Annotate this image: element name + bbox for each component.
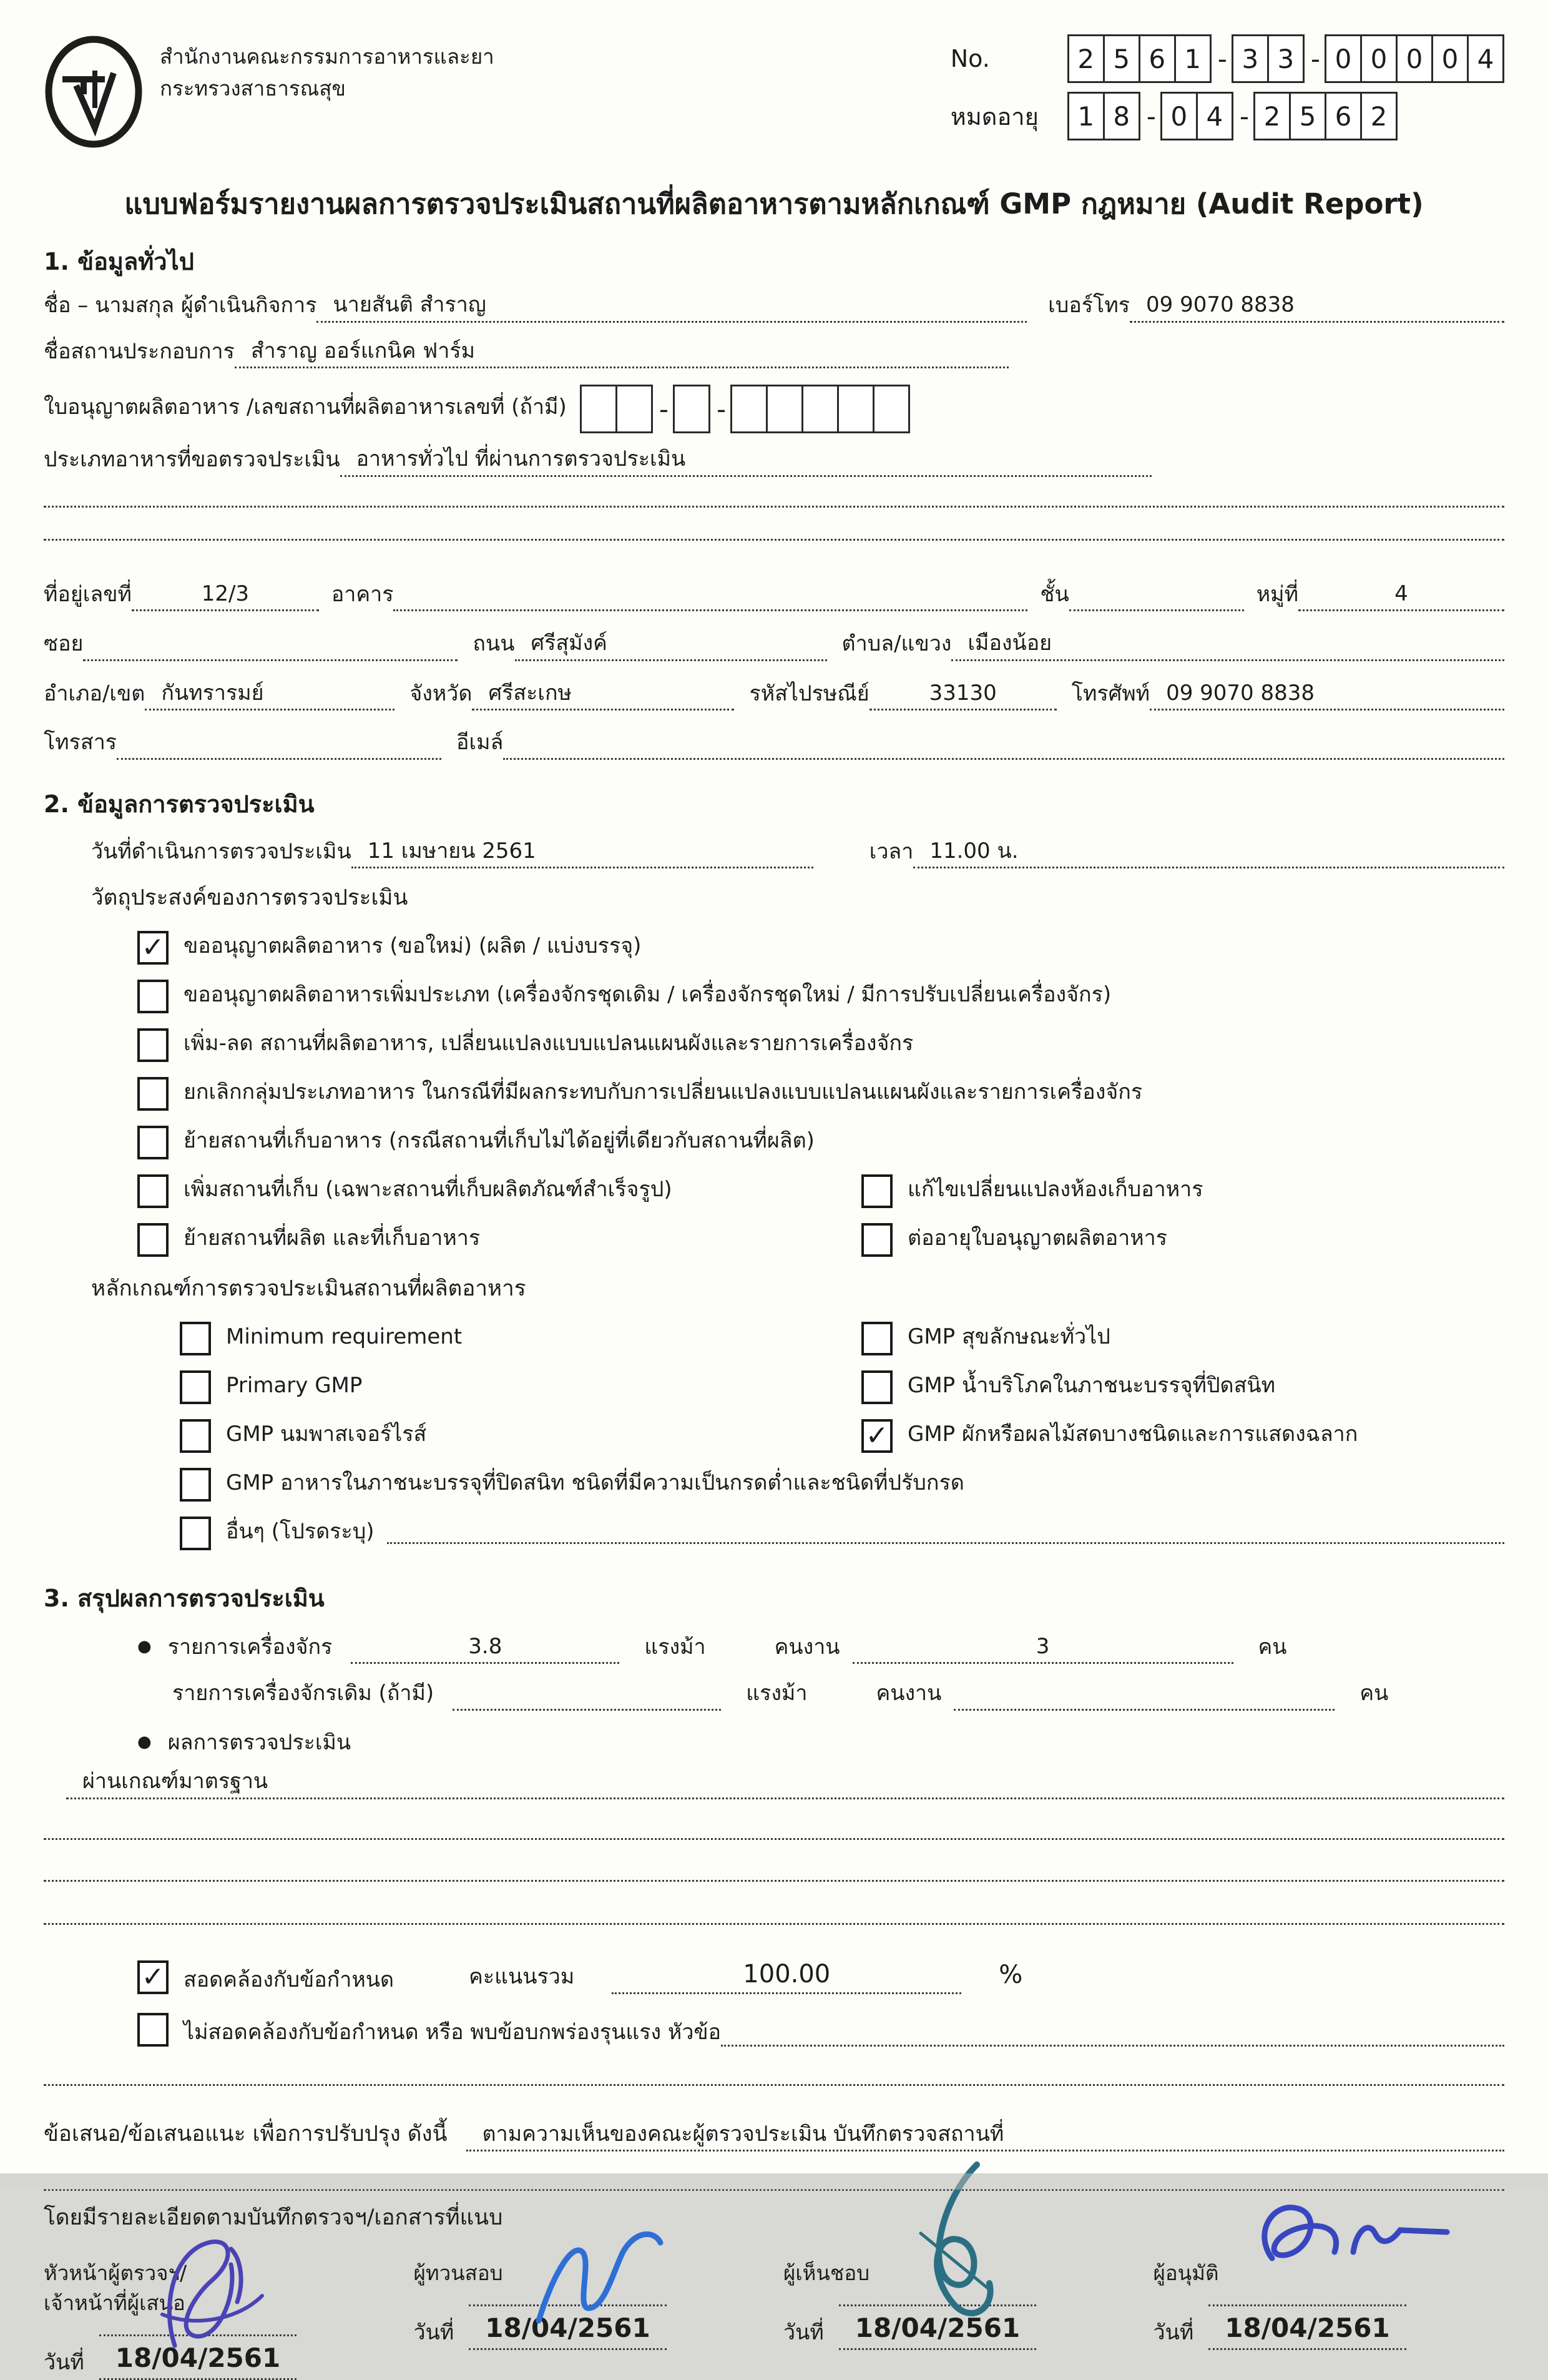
license-digit-cell[interactable] — [837, 385, 874, 433]
digit-cell[interactable]: 5 — [1103, 34, 1140, 83]
sign-date-value: 18/04/2561 — [839, 2304, 1036, 2350]
license-digit-cell[interactable] — [673, 385, 710, 433]
criteria-item — [180, 1468, 1504, 1502]
checkbox[interactable] — [861, 1174, 893, 1208]
expiry-row — [951, 92, 1504, 140]
signature-col-inspector — [44, 2258, 414, 2380]
telephone-label: โทรศัพท์ — [1071, 681, 1150, 706]
subdistrict-field[interactable]: เมืองน้อย — [951, 630, 1504, 661]
digit-cell[interactable]: 0 — [1396, 34, 1433, 83]
scanner-edge-artifact — [0, 2173, 1548, 2190]
suggestion-label: ข้อเสนอ/ข้อเสนอแนะ เพื่อการปรับปรุง ดังนี้ — [44, 2121, 448, 2146]
soi-field[interactable] — [83, 634, 458, 661]
audit-result-label: ● ผลการตรวจประเมิน — [137, 1729, 351, 1760]
digit-cell[interactable]: 3 — [1232, 34, 1269, 83]
criteria-label: GMP น้ำบริโภคในภาชนะบรรจุที่ปิดสนิท — [908, 1372, 1276, 1398]
telephone-field[interactable]: 09 9070 8838 — [1150, 680, 1504, 711]
digit-cell[interactable]: 3 — [1267, 34, 1305, 83]
noncomply-topic-field[interactable] — [721, 2019, 1504, 2047]
moo-field[interactable]: 4 — [1298, 581, 1504, 612]
signature-col-approver — [783, 2258, 1154, 2380]
criteria-label: Minimum requirement — [226, 1324, 463, 1349]
checkbox[interactable] — [861, 1370, 893, 1404]
building-label: อาคาร — [331, 581, 394, 607]
attachment-note: โดยมีรายละเอียดตามบันทึกตรวจฯ/เอกสารที่แนบ — [44, 2205, 503, 2231]
machine-hp-field[interactable]: 3.8 — [351, 1633, 619, 1665]
checkbox[interactable] — [137, 1126, 169, 1159]
criteria-item-pair — [180, 1322, 1504, 1355]
establishment-name-label: ชื่อสถานประกอบการ — [44, 338, 235, 364]
purpose-label: เพิ่มสถานที่เก็บ (เฉพาะสถานที่เก็บผลิตภัณฑ์สำเร็จรูป) — [184, 1176, 672, 1202]
purpose-item — [137, 1077, 1504, 1111]
dash-separator: - — [659, 393, 669, 425]
workers-count-field[interactable]: 3 — [853, 1633, 1233, 1665]
criteria-label: GMP อาหารในภาชนะบรรจุที่ปิดสนิท ชนิดที่มีความเป็นกรดต่ำและชนิดที่ปรับกรด — [226, 1470, 964, 1495]
workers-label: คนงาน — [774, 1634, 840, 1660]
signature-role2: เจ้าหน้าที่ผู้เสนอ — [44, 2290, 185, 2315]
signature-block — [44, 2258, 1504, 2380]
fax-label: โทรสาร — [44, 730, 117, 755]
criteria-other-field[interactable] — [387, 1517, 1504, 1544]
province-field[interactable]: ศรีสะเกษ — [472, 680, 734, 711]
dash-separator: - — [716, 393, 727, 425]
digit-cell[interactable]: 8 — [1103, 92, 1140, 140]
province-label: จังหวัด — [409, 681, 473, 706]
dash-separator: - — [1217, 43, 1227, 74]
checkbox[interactable] — [137, 1077, 169, 1111]
expiry-day-group — [1069, 92, 1140, 140]
comply-row — [137, 1959, 1504, 1994]
operator-name-label: ชื่อ – นามสกุล ผู้ดำเนินกิจการ — [44, 293, 317, 318]
document-number-block — [951, 34, 1504, 149]
checkbox[interactable] — [180, 1370, 211, 1404]
person-unit-label: คน — [1359, 1681, 1389, 1706]
doc-no-row — [951, 34, 1504, 83]
checkbox[interactable] — [137, 1174, 169, 1208]
audit-date-label: วันที่ดำเนินการตรวจประเมิน — [91, 838, 351, 864]
purpose-label: ขออนุญาตผลิตอาหารเพิ่มประเภท (เครื่องจักรชุดเดิม / เครื่องจักรชุดใหม่ / มีการปรับเปลี่ยนเครื่องจักร) — [184, 981, 1112, 1007]
building-field[interactable] — [393, 584, 1027, 611]
license-digit-cell[interactable] — [580, 385, 617, 433]
purpose-label: ย้ายสถานที่เก็บอาหาร (กรณีสถานที่เก็บไม่ได้อยู่ที่เดียวกับสถานที่ผลิต) — [184, 1128, 815, 1153]
license-digit-cell[interactable] — [615, 385, 653, 433]
digit-cell[interactable]: 0 — [1360, 34, 1398, 83]
checkbox-checked[interactable]: ✓ — [861, 1419, 893, 1453]
form-header — [44, 34, 1504, 152]
soi-label: ซอย — [44, 631, 84, 656]
machine-old-hp-field[interactable] — [453, 1683, 721, 1711]
person-unit-label: คน — [1258, 1634, 1287, 1660]
blank-line — [44, 1838, 1504, 1840]
dash-separator: - — [1310, 43, 1320, 74]
section2-heading: 2. ข้อมูลการตรวจประเมิน — [44, 790, 315, 818]
total-score-field[interactable]: 100.00 — [612, 1959, 961, 1994]
comply-label: สอดคล้องกับข้อกำหนด — [184, 1967, 394, 1993]
license-group-1 — [582, 385, 653, 433]
food-type-field[interactable]: อาหารทั่วไป ที่ผ่านการตรวจประเมิน — [340, 446, 1152, 477]
sign-date-value: 18/04/2561 — [1208, 2304, 1406, 2350]
food-type-label: ประเภทอาหารที่ขอตรวจประเมิน — [44, 447, 340, 472]
digit-cell[interactable]: 0 — [1431, 34, 1469, 83]
floor-field[interactable] — [1069, 584, 1244, 611]
operator-name-field[interactable]: นายสันติ สำราญ — [316, 292, 1027, 323]
checkbox[interactable] — [137, 980, 169, 1013]
criteria-label: GMP ผักหรือผลไม้สดบางชนิดและการแสดงฉลาก — [908, 1421, 1358, 1447]
expiry-label: หมดอายุ — [950, 102, 1039, 130]
digit-cell[interactable]: 2 — [1253, 92, 1291, 140]
subdistrict-label: ตำบล/แขวง — [841, 631, 952, 656]
purpose-item — [137, 980, 1504, 1013]
purpose-item — [137, 1126, 1504, 1159]
digit-cell[interactable]: 6 — [1139, 34, 1176, 83]
postcode-field[interactable]: 33130 — [870, 680, 1057, 711]
purpose-item — [137, 931, 1504, 965]
expiry-year-group — [1255, 92, 1398, 140]
audit-date-field[interactable]: 11 เมษายน 2561 — [351, 838, 813, 869]
digit-cell[interactable]: 1 — [1067, 92, 1105, 140]
fax-field[interactable] — [117, 732, 441, 760]
doc-no-group-year — [1069, 34, 1212, 83]
signature-role: ผู้เห็นชอบ — [783, 2261, 870, 2285]
noncomply-label: ไม่สอดคล้องกับข้อกำหนด หรือ พบข้อบกพร่องรุนแรง หัวข้อ — [184, 2020, 722, 2045]
checkbox[interactable] — [137, 1028, 169, 1062]
criteria-label: Primary GMP — [226, 1372, 363, 1398]
license-number-label: ใบอนุญาตผลิตอาหาร /เลขสถานที่ผลิตอาหารเลขที่ (ถ้ามี) — [44, 394, 567, 420]
suggestion-field[interactable]: ตามความเห็นของคณะผู้ตรวจประเมิน บันทึกตรวจสถานที่ — [466, 2121, 1504, 2152]
digit-cell[interactable]: 4 — [1467, 34, 1504, 83]
machine-list-label: ● รายการเครื่องจักร — [137, 1634, 332, 1665]
license-digit-cell[interactable] — [873, 385, 910, 433]
signature-role: หัวหน้าผู้ตรวจฯ/ — [44, 2261, 187, 2285]
percent-sign: % — [999, 1960, 1023, 1989]
digit-cell[interactable]: 0 — [1160, 92, 1198, 140]
checkbox[interactable] — [180, 1468, 211, 1502]
sign-date-label: วันที่ — [413, 2320, 454, 2346]
checkbox-checked[interactable]: ✓ — [137, 1960, 169, 1994]
sign-date-label: วันที่ — [1153, 2320, 1194, 2346]
signature-role: ผู้อนุมัติ — [1153, 2261, 1219, 2285]
fda-logo-icon — [44, 34, 144, 152]
digit-cell[interactable]: 2 — [1360, 92, 1398, 140]
sign-date-value: 18/04/2561 — [99, 2334, 296, 2380]
doc-no-label: No. — [950, 45, 990, 72]
blank-line — [44, 1923, 1504, 1925]
audit-result-field[interactable]: ผ่านเกณฑ์มาตรฐาน — [66, 1768, 1504, 1799]
address-no-field[interactable]: 12/3 — [132, 581, 319, 612]
criteria-heading: หลักเกณฑ์การตรวจประเมินสถานที่ผลิตอาหาร — [91, 1276, 526, 1301]
dash-separator: - — [1146, 101, 1156, 132]
doc-no-group-serial — [1326, 34, 1504, 83]
section3-heading: 3. สรุปผลการตรวจประเมิน — [44, 1584, 325, 1612]
audit-time-label: เวลา — [869, 838, 914, 864]
expiry-month-group — [1162, 92, 1233, 140]
license-digit-cell[interactable] — [801, 385, 839, 433]
form-title: แบบฟอร์มรายงานผลการตรวจประเมินสถานที่ผลิตอาหารตามหลักเกณฑ์ GMP กฎหมาย (Audit Report) — [124, 187, 1424, 220]
purpose-label: ต่ออายุใบอนุญาตผลิตอาหาร — [908, 1225, 1168, 1251]
checkbox[interactable] — [861, 1223, 893, 1257]
agency-name-line2: กระทรวงสาธารณสุข — [160, 76, 346, 101]
purpose-item — [137, 1028, 1504, 1062]
criteria-label: GMP นมพาสเจอร์ไรส์ — [226, 1421, 427, 1447]
digit-cell[interactable]: 6 — [1325, 92, 1362, 140]
purpose-label: ย้ายสถานที่ผลิต และที่เก็บอาหาร — [184, 1225, 481, 1251]
postcode-label: รหัสไปรษณีย์ — [749, 681, 870, 706]
signature-col-reviewer — [414, 2258, 784, 2380]
criteria-item-pair — [180, 1419, 1504, 1453]
phone-field[interactable]: 09 9070 8838 — [1130, 292, 1504, 323]
audit-time-field[interactable]: 11.00 น. — [913, 838, 1504, 869]
signature-role: ผู้ทวนสอบ — [413, 2261, 503, 2285]
checkbox[interactable] — [137, 1223, 169, 1257]
workers-old-count-field[interactable] — [954, 1683, 1335, 1711]
road-field[interactable]: ศรีสุมังค์ — [515, 630, 827, 661]
dash-separator: - — [1239, 101, 1249, 132]
sign-date-value: 18/04/2561 — [469, 2304, 666, 2350]
purpose-label: แก้ไขเปลี่ยนแปลงห้องเก็บอาหาร — [908, 1176, 1203, 1202]
machine-old-label: รายการเครื่องจักรเดิม (ถ้ามี) — [172, 1681, 434, 1706]
digit-cell[interactable]: 5 — [1289, 92, 1326, 140]
purpose-label: ยกเลิกกลุ่มประเภทอาหาร ในกรณีที่มีผลกระทบกับการเปลี่ยนแปลงแบบแปลนแผนผังและรายการเครื่องจักร — [184, 1079, 1143, 1104]
email-field[interactable] — [503, 732, 1504, 760]
doc-no-group-province — [1233, 34, 1305, 83]
establishment-name-field[interactable]: สำราญ ออร์แกนิค ฟาร์ม — [235, 338, 1009, 369]
sign-date-label: วันที่ — [44, 2350, 84, 2376]
license-digit-cell[interactable] — [766, 385, 803, 433]
hp-unit-label: แรงม้า — [746, 1681, 808, 1706]
floor-label: ชั้น — [1040, 581, 1069, 607]
signature-col-authorizer — [1154, 2258, 1505, 2380]
purpose-item-pair — [137, 1223, 1504, 1257]
email-label: อีเมล์ — [456, 730, 504, 755]
blank-line — [44, 506, 1504, 508]
digit-cell[interactable]: 4 — [1196, 92, 1233, 140]
total-score-label: คะแนนรวม — [469, 1964, 575, 1989]
checkbox-checked[interactable]: ✓ — [137, 931, 169, 965]
sign-date-label: วันที่ — [783, 2320, 824, 2346]
agency-name-line1: สำนักงานคณะกรรมการอาหารและยา — [160, 44, 494, 69]
license-group-3 — [732, 385, 910, 433]
authorizer-signature — [1235, 2183, 1459, 2308]
blank-line — [44, 539, 1504, 541]
hp-unit-label: แรงม้า — [644, 1634, 706, 1660]
purpose-heading: วัตถุประสงค์ของการตรวจประเมิน — [91, 885, 408, 910]
checkbox[interactable] — [137, 2013, 169, 2047]
phone-label: เบอร์โทร — [1048, 293, 1130, 318]
purpose-label: เพิ่ม-ลด สถานที่ผลิตอาหาร, เปลี่ยนแปลงแบบแปลนแผนผังและรายการเครื่องจักร — [184, 1030, 914, 1056]
address-no-label: ที่อยู่เลขที่ — [44, 581, 132, 607]
checkbox[interactable] — [180, 1419, 211, 1453]
purpose-item-pair — [137, 1174, 1504, 1208]
checkbox[interactable] — [180, 1517, 211, 1550]
license-group-2 — [675, 385, 710, 433]
district-label: อำเภอ/เขต — [44, 681, 145, 706]
checkbox[interactable] — [861, 1322, 893, 1355]
criteria-item — [180, 1517, 1504, 1550]
digit-cell[interactable]: 0 — [1325, 34, 1362, 83]
checkbox[interactable] — [180, 1322, 211, 1355]
road-label: ถนน — [473, 631, 515, 656]
license-digit-cell[interactable] — [730, 385, 768, 433]
moo-label: หมู่ที่ — [1256, 581, 1298, 607]
criteria-label: GMP สุขลักษณะทั่วไป — [908, 1324, 1110, 1349]
workers-label: คนงาน — [876, 1681, 942, 1706]
purpose-label: ขออนุญาตผลิตอาหาร (ขอใหม่) (ผลิต / แบ่งบรรจุ) — [184, 933, 642, 958]
section1-heading: 1. ข้อมูลทั่วไป — [44, 248, 194, 275]
blank-line — [44, 2084, 1504, 2086]
blank-line — [44, 1880, 1504, 1882]
digit-cell[interactable]: 2 — [1067, 34, 1105, 83]
noncomply-row — [137, 2013, 1504, 2047]
district-field[interactable]: กันทรารมย์ — [145, 680, 394, 711]
criteria-label: อื่นๆ (โปรดระบุ) — [226, 1518, 375, 1544]
criteria-item-pair — [180, 1370, 1504, 1404]
digit-cell[interactable]: 1 — [1174, 34, 1212, 83]
